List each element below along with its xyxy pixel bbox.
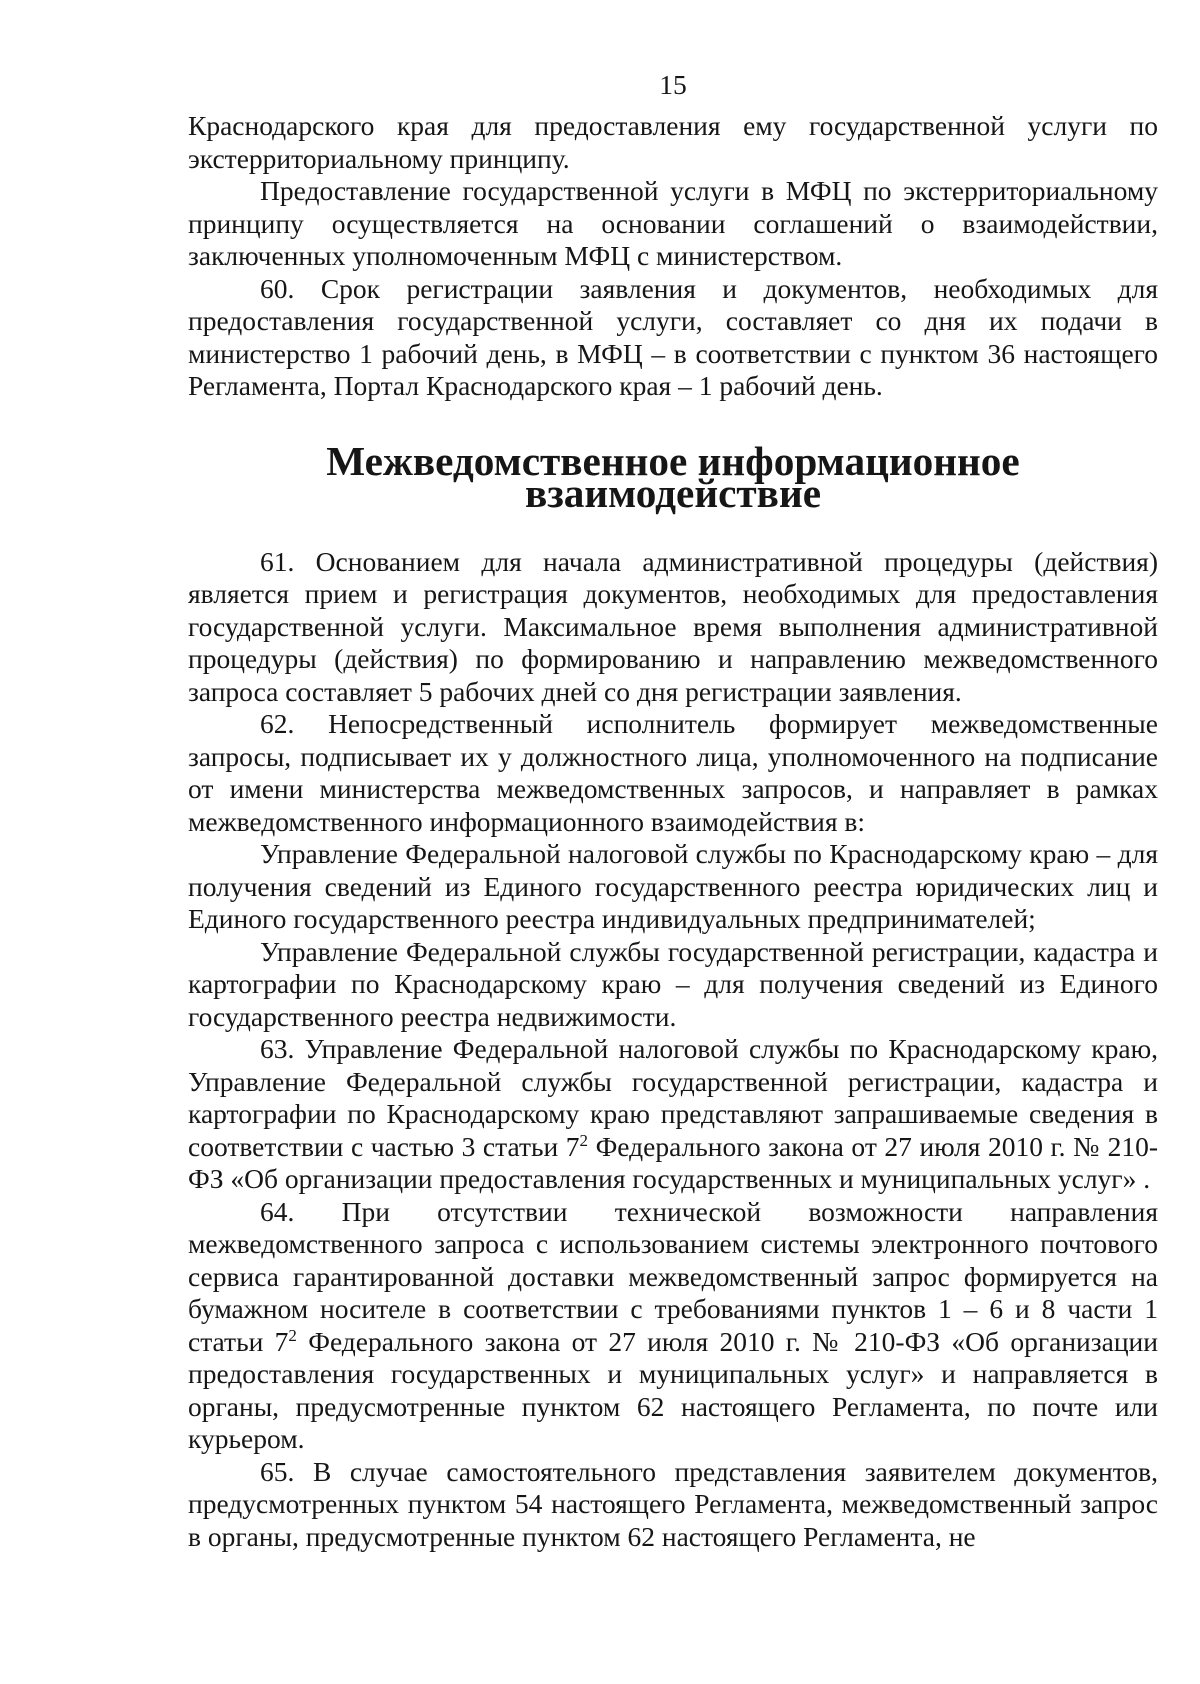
paragraph-61: 61. Основанием для начала административной процедуры (действия) является прием и регистрация документов, необходимых для предоставления государственной услуги. Максимальное время выполнения административной процедуры (действия) по формированию и направлению межведомственного запроса составляет 5 рабочих дней со дня регистрации заявления. xyxy=(188,545,1158,707)
paragraph-63-superscript: 2 xyxy=(579,1130,589,1150)
paragraph-64-superscript: 2 xyxy=(288,1325,297,1345)
paragraph-60: 60. Срок регистрации заявления и документов, необходимых для предоставления государственной услуги, составляет со дня их подачи в министерство 1 рабочий день, в МФЦ – в соответствии с пунктом 36 настоящего Регламента, Портал Краснодарского края – 1 рабочий день. xyxy=(188,272,1158,401)
paragraph-mfc-exterritorial: Предоставление государственной услуги в МФЦ по экстерриториальному принципу осуществляется на основании соглашений о взаимодействии, заключенных уполномоченным МФЦ с министерством. xyxy=(188,175,1158,271)
paragraph-64-text-b: Федерального закона от 27 июля 2010 г. № 210-ФЗ «Об организации предоставления государственных и муниципальных услуг» и направляется в органы, предусмотренные пунктом 62 настоящего Регламента, по почте или курьером. xyxy=(188,1325,1158,1454)
document-page xyxy=(188,70,1158,1553)
paragraph-63-text-a: 63. Управление Федеральной налоговой службы по Краснодарскому краю, Управление Федеральной службы государственной регистрации, кадастра и картографии по Краснодарскому краю представляют запрашиваемые сведения в соответствии с частью 3 статьи 7 xyxy=(188,1033,1158,1162)
page-number: 15 xyxy=(659,69,687,100)
paragraph-64 xyxy=(188,1196,1158,1456)
section-title: Межведомственное информационное взаимодействие xyxy=(326,437,1020,516)
paragraph-continuation: Краснодарского края для предоставления ему государственной услуги по экстерриториальному принципу. xyxy=(188,110,1158,174)
paragraph-64-text-a: 64. При отсутствии технической возможности направления межведомственного запроса с использованием системы электронного почтового сервиса гарантированной доставки межведомственный запрос формируется на бумажном носителе в соответствии с требованиями пунктов 1 – 6 и 8 части 1 статьи 7 xyxy=(188,1195,1158,1357)
paragraph-62-tax-service: Управление Федеральной налоговой службы по Краснодарскому краю – для получения сведений из Единого государственного реестра юридических лиц и Единого государственного реестра индивидуальных предпринимателей; xyxy=(188,838,1158,934)
paragraph-63-text-b: Федерального закона от 27 июля 2010 г. № 210-ФЗ «Об организации предоставления государственных и муниципальных услуг» . xyxy=(188,1130,1158,1194)
paragraph-62-rosreestr: Управление Федеральной службы государственной регистрации, кадастра и картографии по Краснодарскому краю – для получения сведений из Единого государственного реестра недвижимости. xyxy=(188,935,1158,1032)
paragraph-63 xyxy=(188,1033,1158,1196)
paragraph-62: 62. Непосредственный исполнитель формирует межведомственные запросы, подписывает их у должностного лица, уполномоченного на подписание от имени министерства межведомственных запросов, и направляет в рамках межведомственного информационного взаимодействия в: xyxy=(188,708,1158,837)
paragraph-65: 65. В случае самостоятельного представления заявителем документов, предусмотренных пунктом 54 настоящего Регламента, межведомственный запрос в органы, предусмотренные пунктом 62 настоящего Регламента, не xyxy=(188,1455,1158,1552)
